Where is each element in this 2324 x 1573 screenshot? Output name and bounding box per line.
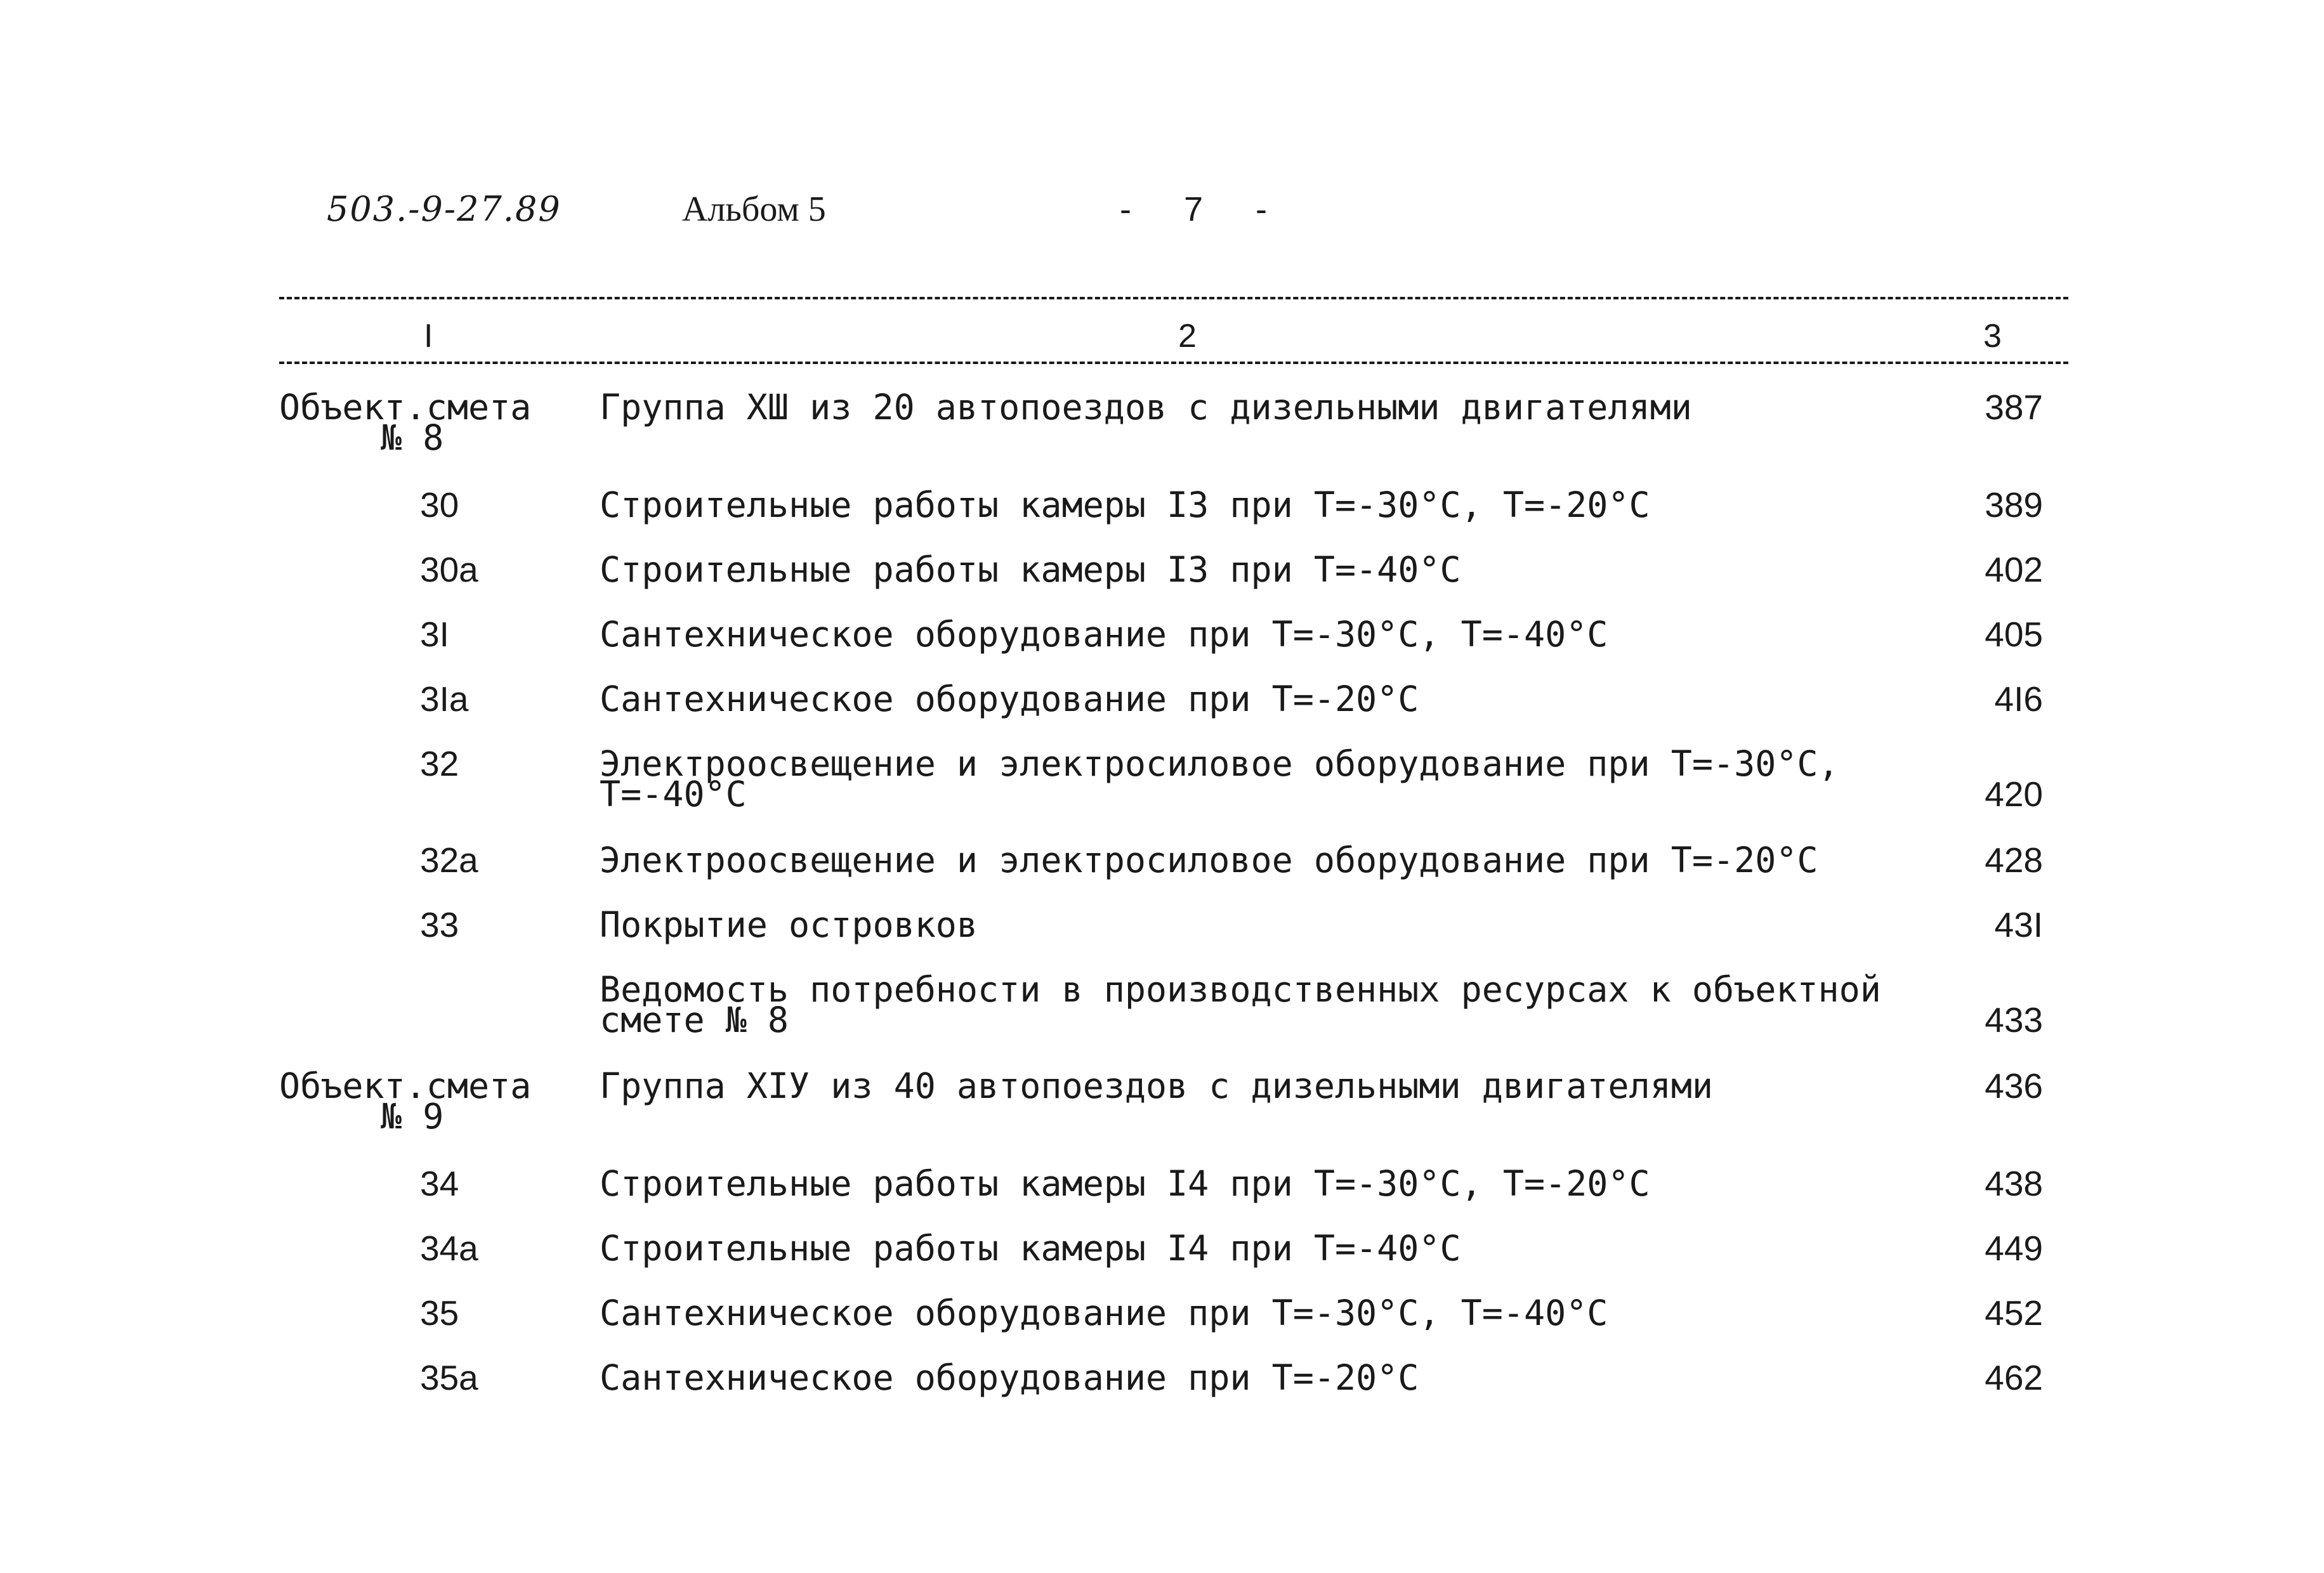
- row-number: 32а: [420, 840, 478, 880]
- row-description: Сантехническое оборудование при T=-20°C: [600, 679, 1419, 719]
- row-page: 449: [1985, 1229, 2043, 1268]
- object-estimate-label: [279, 1066, 546, 1137]
- row-number: 35а: [420, 1358, 478, 1397]
- row-description: Сантехническое оборудование при T=-30°C, T=-40°C: [600, 614, 1608, 655]
- row-description: Покрытие островков: [600, 904, 978, 945]
- object-estimate-title: Объект.смета: [279, 387, 532, 428]
- row-page: 387: [1985, 388, 2043, 427]
- row-page: 433: [1985, 1000, 2043, 1040]
- row-number: 30: [420, 485, 459, 525]
- row-description: Строительные работы камеры I3 при T=-30°C, T=-20°C: [600, 485, 1650, 525]
- row-description: Электроосвещение и электросиловое оборудование при T=-20°C: [600, 840, 1818, 880]
- row-number: 35: [420, 1293, 459, 1333]
- table-top-rule: [279, 297, 2068, 299]
- row-page: 452: [1985, 1293, 2043, 1333]
- row-page: 420: [1985, 774, 2043, 814]
- document-code: 503.-9-27.89: [327, 189, 561, 229]
- row-page: 43I: [1994, 905, 2043, 944]
- album-label: Альбом 5: [682, 190, 826, 229]
- row-page: 405: [1985, 615, 2043, 654]
- row-number: 32: [420, 744, 459, 783]
- row-number: 33: [420, 905, 459, 944]
- object-estimate-number: № 9: [381, 1096, 444, 1137]
- row-description: Сантехническое оборудование при T=-30°C, T=-40°C: [600, 1293, 1608, 1333]
- table-header-rule: [279, 362, 2068, 364]
- row-page: 402: [1985, 550, 2043, 589]
- column-header-1: I: [424, 318, 433, 355]
- object-estimate-number: № 8: [381, 417, 444, 458]
- row-number: 3Iа: [420, 679, 469, 719]
- row-description: Строительные работы камеры I4 при T=-30°C, T=-20°C: [600, 1163, 1650, 1204]
- column-header-3: 3: [1983, 318, 2002, 355]
- row-number: 3I: [420, 615, 449, 654]
- row-page: 462: [1985, 1358, 2043, 1397]
- row-number: 34а: [420, 1229, 478, 1268]
- row-description: Сантехническое оборудование при T=-20°C: [600, 1357, 1419, 1398]
- object-estimate-label: [279, 387, 546, 458]
- row-number: 34: [420, 1164, 459, 1203]
- row-page: 389: [1985, 485, 2043, 525]
- row-description: Электроосвещение и электросиловое оборудование при T=-30°C, T=-40°C: [600, 743, 1839, 814]
- row-description: Строительные работы камеры I3 при T=-40°C: [600, 549, 1461, 590]
- row-description: Группа XШ из 20 автопоездов с дизельными двигателями: [600, 387, 1692, 428]
- row-page: 436: [1985, 1066, 2043, 1106]
- row-description: Ведомость потребности в производственных ресурсах к объектной смете № 8: [600, 969, 1881, 1040]
- row-description: Строительные работы камеры I4 при T=-40°C: [600, 1228, 1461, 1269]
- row-page: 428: [1985, 840, 2043, 880]
- page-number: - 7 -: [1120, 190, 1289, 228]
- row-description: Группа XIУ из 40 автопоездов с дизельными двигателями: [600, 1066, 1713, 1106]
- object-estimate-title: Объект.смета: [279, 1066, 532, 1106]
- row-number: 30а: [420, 550, 478, 589]
- row-page: 4I6: [1994, 679, 2043, 719]
- row-page: 438: [1985, 1164, 2043, 1203]
- column-header-2: 2: [1178, 318, 1197, 355]
